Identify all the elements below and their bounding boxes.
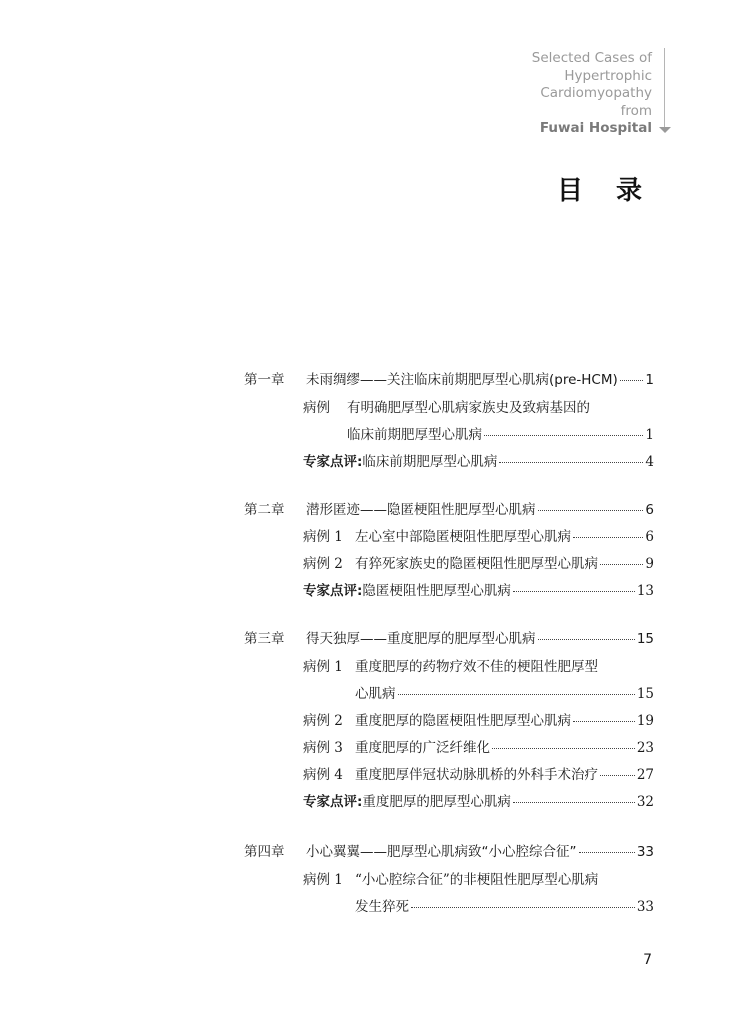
dot-leader: [600, 774, 635, 776]
expert-page: 13: [636, 583, 654, 599]
chapter-label: 第二章: [244, 502, 285, 518]
case-title: 有猝死家族史的隐匿梗阻性肥厚型心肌病: [355, 556, 598, 572]
dot-leader: [620, 379, 644, 381]
dot-leader: [499, 461, 643, 463]
case-title: 重度肥厚的广泛纤维化: [355, 740, 490, 756]
page-title: 目 录: [556, 176, 654, 206]
toc-entry-chapter-4[interactable]: [244, 842, 654, 862]
case-title-line: 心肌病: [355, 686, 396, 702]
chapter-label: 第三章: [244, 631, 285, 647]
case-title: 左心室中部隐匿梗阻性肥厚型心肌病: [355, 529, 571, 545]
toc-entry-chapter-2[interactable]: [244, 500, 654, 520]
expert-label: 专家点评:: [303, 454, 363, 470]
case-title: 重度肥厚伴冠状动脉肌桥的外科手术治疗: [355, 767, 598, 783]
dot-leader: [484, 434, 643, 436]
case-label: 病例 2: [303, 713, 343, 729]
dot-leader: [492, 747, 635, 749]
dot-leader: [600, 563, 643, 565]
toc-entry-case[interactable]: [303, 554, 654, 574]
dot-leader: [538, 638, 635, 640]
toc-entry-case[interactable]: [303, 738, 654, 758]
running-head-line: Hypertrophic: [564, 67, 652, 84]
chapter-page: 6: [645, 502, 654, 518]
toc-entry-case-continued[interactable]: [347, 425, 654, 445]
toc-entry-case-continued[interactable]: [355, 684, 654, 704]
dot-leader: [513, 590, 635, 592]
case-page: 9: [645, 556, 654, 572]
chapter-title: 小心翼翼——肥厚型心肌病致“小心腔综合征”: [306, 844, 577, 860]
dot-leader: [538, 509, 644, 511]
chapter-title: 未雨绸缪——关注临床前期肥厚型心肌病(pre-HCM): [306, 372, 618, 388]
case-title-line: “小心腔综合征”的非梗阻性肥厚型心肌病: [355, 872, 599, 888]
chapter-page: 1: [645, 372, 654, 388]
case-label: 病例: [303, 400, 330, 416]
toc-entry-expert-comment[interactable]: [303, 452, 654, 472]
case-page: 33: [636, 899, 654, 915]
expert-label: 专家点评:: [303, 794, 363, 810]
case-label: 病例 3: [303, 740, 343, 756]
dot-leader: [411, 906, 635, 908]
expert-page: 32: [636, 794, 654, 810]
case-label: 病例 1: [303, 529, 343, 545]
toc-entry-chapter-3[interactable]: [244, 629, 654, 649]
chapter-page: 33: [636, 844, 654, 860]
expert-title: 隐匿梗阻性肥厚型心肌病: [362, 583, 511, 599]
toc-entry-case[interactable]: [303, 711, 654, 731]
running-head-line: Cardiomyopathy: [540, 85, 652, 101]
case-title-line: 重度肥厚的药物疗效不佳的梗阻性肥厚型: [355, 659, 598, 675]
page-number: 7: [643, 952, 652, 968]
toc-entry-expert-comment[interactable]: [303, 792, 654, 812]
toc-entry-expert-comment[interactable]: [303, 581, 654, 601]
case-label: 病例 1: [303, 659, 343, 675]
toc-entry-case-continued[interactable]: [355, 897, 654, 917]
case-label: 病例 1: [303, 872, 343, 888]
chapter-title: 潜形匿迹——隐匿梗阻性肥厚型心肌病: [306, 502, 536, 518]
dot-leader: [579, 851, 635, 853]
case-page: 15: [636, 686, 654, 702]
toc-entry-case[interactable]: [303, 765, 654, 785]
running-head-line: Selected Cases of: [531, 50, 652, 66]
chapter-title: 得天独厚——重度肥厚的肥厚型心肌病: [306, 631, 536, 647]
case-title-line: 发生猝死: [355, 899, 409, 915]
chapter-page: 15: [636, 631, 654, 647]
toc-entry-case[interactable]: [303, 657, 654, 677]
case-label: 病例 2: [303, 556, 343, 572]
dot-leader: [513, 801, 635, 803]
case-page: 27: [636, 767, 654, 783]
case-page: 1: [645, 427, 654, 443]
case-page: 19: [636, 713, 654, 729]
expert-page: 4: [645, 454, 654, 470]
expert-label: 专家点评:: [303, 583, 363, 599]
toc-entry-chapter-1[interactable]: [244, 370, 654, 390]
toc-entry-case[interactable]: [303, 870, 654, 890]
dot-leader: [398, 693, 635, 695]
chapter-label: 第四章: [244, 844, 285, 860]
dot-leader: [573, 536, 643, 538]
case-title: 重度肥厚的隐匿梗阻性肥厚型心肌病: [355, 713, 571, 729]
case-label: 病例 4: [303, 767, 343, 783]
case-title-line: 有明确肥厚型心肌病家族史及致病基因的: [347, 400, 590, 416]
toc-entry-case[interactable]: [303, 527, 654, 547]
case-page: 6: [645, 529, 654, 545]
chapter-label: 第一章: [244, 372, 285, 388]
case-title-line: 临床前期肥厚型心肌病: [347, 427, 482, 443]
case-page: 23: [636, 740, 654, 756]
expert-title: 临床前期肥厚型心肌病: [362, 454, 498, 470]
dot-leader: [573, 720, 635, 722]
running-head-line: from: [620, 102, 652, 119]
toc-entry-case[interactable]: [303, 398, 654, 418]
expert-title: 重度肥厚的肥厚型心肌病: [362, 794, 511, 810]
running-head-hospital: Fuwai Hospital: [539, 120, 652, 136]
